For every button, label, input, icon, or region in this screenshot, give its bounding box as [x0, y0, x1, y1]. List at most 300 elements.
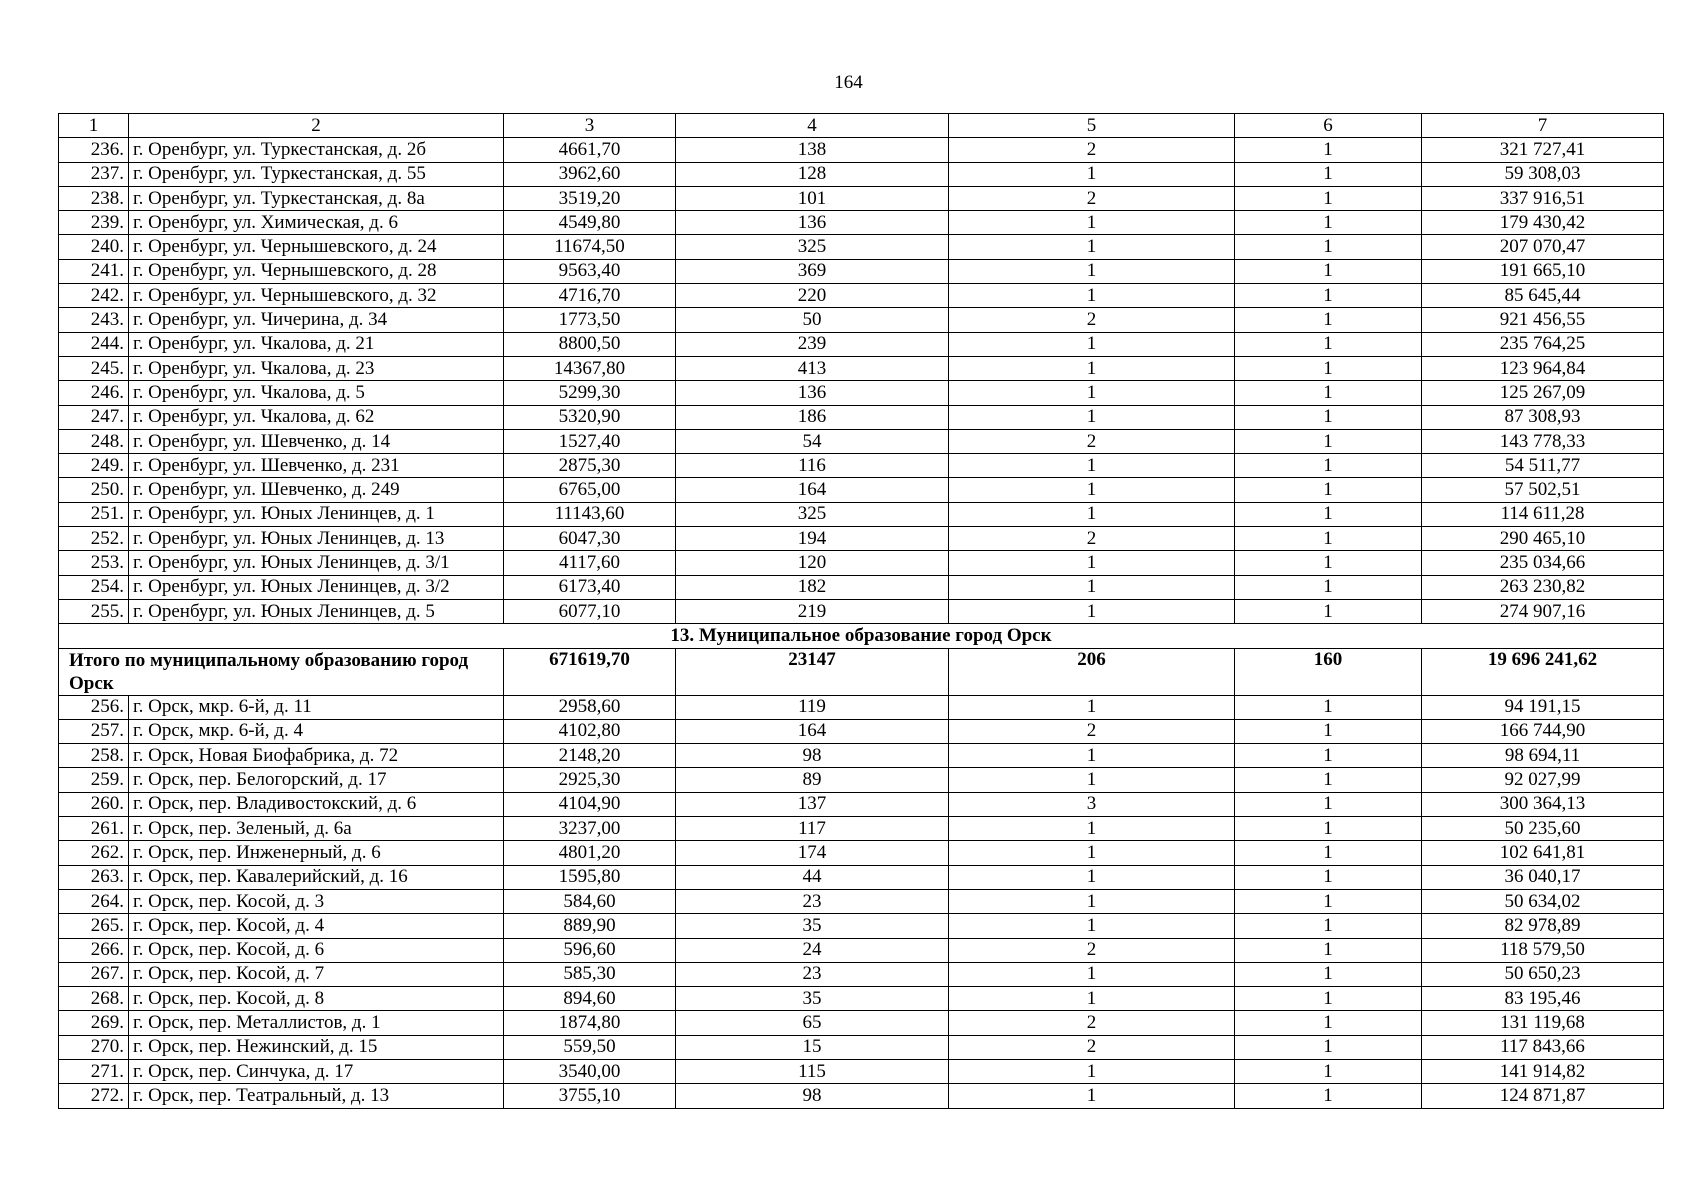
column-number: 7 — [1422, 114, 1664, 138]
table-cell: 1 — [949, 259, 1235, 283]
table-cell: 1 — [1235, 308, 1422, 332]
table-row — [59, 454, 1664, 478]
table-cell: 1 — [1235, 719, 1422, 743]
table-cell: 24 — [676, 938, 949, 962]
table-cell: 23 — [676, 889, 949, 913]
table-cell: 238. — [59, 186, 129, 210]
table-cell: 138 — [676, 138, 949, 162]
table-cell: 1 — [1235, 284, 1422, 308]
table-row — [59, 551, 1664, 575]
table-row — [59, 1059, 1664, 1083]
table-cell: 325 — [676, 235, 949, 259]
table-cell: 1 — [1235, 1084, 1422, 1108]
table-cell: 11143,60 — [504, 502, 676, 526]
table-cell: 255. — [59, 599, 129, 623]
table-cell: 50 634,02 — [1422, 889, 1664, 913]
table-cell: г. Оренбург, ул. Чичерина, д. 34 — [129, 308, 504, 332]
table-cell: 114 611,28 — [1422, 502, 1664, 526]
table-cell: 2 — [949, 186, 1235, 210]
table-cell: 1 — [949, 356, 1235, 380]
table-cell: 1773,50 — [504, 308, 676, 332]
table-cell: г. Орск, мкр. 6-й, д. 4 — [129, 719, 504, 743]
table-cell: 252. — [59, 527, 129, 551]
table-cell: 1 — [949, 768, 1235, 792]
table-cell: 118 579,50 — [1422, 938, 1664, 962]
table-row — [59, 211, 1664, 235]
total-col5: 206 — [949, 648, 1235, 695]
table-cell: 248. — [59, 429, 129, 453]
housing-register-table — [58, 113, 1664, 1109]
table-cell: 268. — [59, 987, 129, 1011]
table-cell: г. Оренбург, ул. Туркестанская, д. 2б — [129, 138, 504, 162]
table-cell: 1 — [949, 841, 1235, 865]
table-row — [59, 405, 1664, 429]
table-cell: 4104,90 — [504, 792, 676, 816]
table-cell: 2 — [949, 308, 1235, 332]
table-row — [59, 987, 1664, 1011]
table-cell: г. Оренбург, ул. Чернышевского, д. 24 — [129, 235, 504, 259]
table-cell: 236. — [59, 138, 129, 162]
total-col6: 160 — [1235, 648, 1422, 695]
table-cell: 94 191,15 — [1422, 695, 1664, 719]
table-cell: 98 — [676, 744, 949, 768]
table-cell: 35 — [676, 987, 949, 1011]
table-cell: 101 — [676, 186, 949, 210]
table-row — [59, 478, 1664, 502]
table-cell: 2958,60 — [504, 695, 676, 719]
table-cell: 1 — [949, 865, 1235, 889]
table-row — [59, 162, 1664, 186]
table-cell: 584,60 — [504, 889, 676, 913]
table-cell: 239 — [676, 332, 949, 356]
table-row — [59, 332, 1664, 356]
table-cell: 120 — [676, 551, 949, 575]
table-cell: 119 — [676, 695, 949, 719]
table-cell: 102 641,81 — [1422, 841, 1664, 865]
table-row — [59, 575, 1664, 599]
table-cell: 894,60 — [504, 987, 676, 1011]
table-cell: 1 — [949, 332, 1235, 356]
table-cell: 1 — [1235, 211, 1422, 235]
table-cell: 247. — [59, 405, 129, 429]
table-cell: 1 — [949, 914, 1235, 938]
table-row — [59, 768, 1664, 792]
column-number: 2 — [129, 114, 504, 138]
table-cell: г. Орск, пер. Кавалерийский, д. 16 — [129, 865, 504, 889]
total-label: Итого по муниципальному образованию город Орск — [59, 648, 504, 695]
table-cell: 254. — [59, 575, 129, 599]
table-cell: 1 — [949, 478, 1235, 502]
table-cell: 921 456,55 — [1422, 308, 1664, 332]
table-cell: 9563,40 — [504, 259, 676, 283]
table-cell: 244. — [59, 332, 129, 356]
table-row — [59, 817, 1664, 841]
table-cell: 59 308,03 — [1422, 162, 1664, 186]
table-cell: 321 727,41 — [1422, 138, 1664, 162]
table-cell: 1 — [1235, 1011, 1422, 1035]
table-cell: 219 — [676, 599, 949, 623]
table-cell: 1 — [949, 454, 1235, 478]
column-number-row — [59, 114, 1664, 138]
table-cell: 263. — [59, 865, 129, 889]
table-cell: 559,50 — [504, 1035, 676, 1059]
table-cell: 164 — [676, 719, 949, 743]
table-cell: 4102,80 — [504, 719, 676, 743]
table-cell: г. Оренбург, ул. Юных Ленинцев, д. 13 — [129, 527, 504, 551]
table-cell: 272. — [59, 1084, 129, 1108]
table-cell: г. Орск, пер. Инженерный, д. 6 — [129, 841, 504, 865]
table-cell: г. Орск, пер. Зеленый, д. 6а — [129, 817, 504, 841]
total-amount: 19 696 241,62 — [1422, 648, 1664, 695]
table-cell: 123 964,84 — [1422, 356, 1664, 380]
table-cell: 186 — [676, 405, 949, 429]
table-cell: 253. — [59, 551, 129, 575]
table-cell: 1 — [949, 575, 1235, 599]
table-cell: 235 764,25 — [1422, 332, 1664, 356]
table-cell: 337 916,51 — [1422, 186, 1664, 210]
table-cell: 207 070,47 — [1422, 235, 1664, 259]
table-cell: 3962,60 — [504, 162, 676, 186]
table-cell: г. Орск, пер. Косой, д. 8 — [129, 987, 504, 1011]
table-cell: 1 — [1235, 259, 1422, 283]
table-cell: 1 — [949, 284, 1235, 308]
table-cell: г. Орск, пер. Театральный, д. 13 — [129, 1084, 504, 1108]
table-cell: 1 — [1235, 599, 1422, 623]
table-cell: 1 — [949, 1059, 1235, 1083]
table-cell: 54 — [676, 429, 949, 453]
table-cell: 50 650,23 — [1422, 962, 1664, 986]
table-row — [59, 381, 1664, 405]
table-cell: 83 195,46 — [1422, 987, 1664, 1011]
table-cell: 1 — [949, 235, 1235, 259]
table-cell: г. Орск, пер. Владивостокский, д. 6 — [129, 792, 504, 816]
table-cell: 270. — [59, 1035, 129, 1059]
table-cell: 256. — [59, 695, 129, 719]
table-cell: 1 — [1235, 817, 1422, 841]
table-cell: г. Орск, пер. Косой, д. 7 — [129, 962, 504, 986]
table-cell: 174 — [676, 841, 949, 865]
table-cell: 220 — [676, 284, 949, 308]
table-cell: 1 — [1235, 865, 1422, 889]
column-number: 3 — [504, 114, 676, 138]
table-cell: 269. — [59, 1011, 129, 1035]
table-cell: 136 — [676, 211, 949, 235]
table-cell: 1 — [1235, 405, 1422, 429]
table-cell: 1 — [1235, 744, 1422, 768]
table-cell: 1 — [1235, 429, 1422, 453]
table-cell: 6173,40 — [504, 575, 676, 599]
table-cell: 1874,80 — [504, 1011, 676, 1035]
table-cell: 82 978,89 — [1422, 914, 1664, 938]
table-cell: 1 — [949, 162, 1235, 186]
table-cell: 3755,10 — [504, 1084, 676, 1108]
table-cell: 98 — [676, 1084, 949, 1108]
table-cell: 11674,50 — [504, 235, 676, 259]
table-row — [59, 1011, 1664, 1035]
table-cell: 98 694,11 — [1422, 744, 1664, 768]
table-cell: 57 502,51 — [1422, 478, 1664, 502]
table-cell: 266. — [59, 938, 129, 962]
table-cell: 179 430,42 — [1422, 211, 1664, 235]
table-row — [59, 138, 1664, 162]
table-row — [59, 1084, 1664, 1108]
table-cell: 89 — [676, 768, 949, 792]
table-cell: 4549,80 — [504, 211, 676, 235]
total-residents: 23147 — [676, 648, 949, 695]
table-cell: 265. — [59, 914, 129, 938]
table-cell: 1 — [1235, 332, 1422, 356]
table-cell: 1 — [1235, 792, 1422, 816]
table-cell: 1 — [1235, 889, 1422, 913]
table-cell: г. Орск, пер. Синчука, д. 17 — [129, 1059, 504, 1083]
table-cell: 1 — [1235, 938, 1422, 962]
table-cell: 1 — [1235, 695, 1422, 719]
table-cell: 249. — [59, 454, 129, 478]
table-cell: г. Оренбург, ул. Шевченко, д. 249 — [129, 478, 504, 502]
table-cell: 1595,80 — [504, 865, 676, 889]
table-cell: г. Оренбург, ул. Химическая, д. 6 — [129, 211, 504, 235]
table-cell: 3237,00 — [504, 817, 676, 841]
table-cell: 261. — [59, 817, 129, 841]
table-cell: г. Оренбург, ул. Чкалова, д. 23 — [129, 356, 504, 380]
table-cell: 1 — [1235, 575, 1422, 599]
table-cell: г. Оренбург, ул. Чкалова, д. 5 — [129, 381, 504, 405]
table-row — [59, 502, 1664, 526]
table-cell: г. Оренбург, ул. Чернышевского, д. 32 — [129, 284, 504, 308]
table-cell: 245. — [59, 356, 129, 380]
table-cell: 2 — [949, 527, 1235, 551]
table-cell: 246. — [59, 381, 129, 405]
table-cell: 1 — [949, 381, 1235, 405]
table-cell: 1 — [1235, 914, 1422, 938]
table-cell: 3 — [949, 792, 1235, 816]
table-cell: 36 040,17 — [1422, 865, 1664, 889]
table-cell: 262. — [59, 841, 129, 865]
table-cell: 1 — [949, 695, 1235, 719]
table-cell: 2 — [949, 138, 1235, 162]
table-cell: 141 914,82 — [1422, 1059, 1664, 1083]
table-cell: 2 — [949, 1035, 1235, 1059]
table-cell: г. Оренбург, ул. Шевченко, д. 14 — [129, 429, 504, 453]
table-cell: 235 034,66 — [1422, 551, 1664, 575]
table-row — [59, 284, 1664, 308]
table-cell: 1 — [949, 962, 1235, 986]
table-cell: 15 — [676, 1035, 949, 1059]
table-cell: 6765,00 — [504, 478, 676, 502]
table-cell: 369 — [676, 259, 949, 283]
table-cell: 263 230,82 — [1422, 575, 1664, 599]
column-number: 5 — [949, 114, 1235, 138]
table-cell: 274 907,16 — [1422, 599, 1664, 623]
section-title: 13. Муниципальное образование город Орск — [59, 624, 1664, 648]
table-cell: 1 — [949, 211, 1235, 235]
table-row — [59, 235, 1664, 259]
table-cell: 1 — [949, 551, 1235, 575]
table-cell: 1 — [1235, 962, 1422, 986]
table-cell: 115 — [676, 1059, 949, 1083]
table-cell: 1 — [1235, 527, 1422, 551]
table-cell: 325 — [676, 502, 949, 526]
table-cell: 1 — [1235, 551, 1422, 575]
table-cell: 237. — [59, 162, 129, 186]
table-cell: 1 — [949, 987, 1235, 1011]
table-row — [59, 938, 1664, 962]
table-cell: 92 027,99 — [1422, 768, 1664, 792]
table-row — [59, 308, 1664, 332]
table-cell: 137 — [676, 792, 949, 816]
table-cell: 23 — [676, 962, 949, 986]
table-cell: г. Орск, пер. Нежинский, д. 15 — [129, 1035, 504, 1059]
table-cell: 191 665,10 — [1422, 259, 1664, 283]
table-cell: г. Оренбург, ул. Юных Ленинцев, д. 5 — [129, 599, 504, 623]
table-cell: 264. — [59, 889, 129, 913]
table-cell: г. Орск, пер. Косой, д. 4 — [129, 914, 504, 938]
table-cell: 116 — [676, 454, 949, 478]
table-cell: 250. — [59, 478, 129, 502]
table-cell: 6077,10 — [504, 599, 676, 623]
table-cell: 1 — [1235, 162, 1422, 186]
table-cell: г. Оренбург, ул. Юных Ленинцев, д. 1 — [129, 502, 504, 526]
table-cell: 240. — [59, 235, 129, 259]
table-row — [59, 527, 1664, 551]
table-cell: 1 — [949, 817, 1235, 841]
table-cell: 1 — [1235, 454, 1422, 478]
table-cell: 241. — [59, 259, 129, 283]
table-cell: г. Орск, пер. Белогорский, д. 17 — [129, 768, 504, 792]
table-cell: 117 843,66 — [1422, 1035, 1664, 1059]
table-row — [59, 1035, 1664, 1059]
table-cell: 2148,20 — [504, 744, 676, 768]
table-cell: 125 267,09 — [1422, 381, 1664, 405]
table-cell: 1 — [949, 599, 1235, 623]
table-cell: г. Оренбург, ул. Туркестанская, д. 55 — [129, 162, 504, 186]
table-cell: 128 — [676, 162, 949, 186]
table-cell: 2875,30 — [504, 454, 676, 478]
table-row — [59, 841, 1664, 865]
table-cell: 44 — [676, 865, 949, 889]
table-cell: 1 — [1235, 138, 1422, 162]
table-row — [59, 599, 1664, 623]
table-cell: 124 871,87 — [1422, 1084, 1664, 1108]
table-cell: 1 — [1235, 356, 1422, 380]
table-cell: 117 — [676, 817, 949, 841]
table-cell: 300 364,13 — [1422, 792, 1664, 816]
table-cell: 290 465,10 — [1422, 527, 1664, 551]
page-number: 164 — [834, 72, 863, 93]
table-cell: г. Орск, пер. Металлистов, д. 1 — [129, 1011, 504, 1035]
table-cell: 50 235,60 — [1422, 817, 1664, 841]
table-cell: 413 — [676, 356, 949, 380]
table-cell: 260. — [59, 792, 129, 816]
table-cell: 87 308,93 — [1422, 405, 1664, 429]
table-cell: 596,60 — [504, 938, 676, 962]
table-cell: 585,30 — [504, 962, 676, 986]
table-cell: 2 — [949, 938, 1235, 962]
table-cell: 1 — [1235, 1035, 1422, 1059]
table-cell: 239. — [59, 211, 129, 235]
table-cell: 4117,60 — [504, 551, 676, 575]
table-row — [59, 719, 1664, 743]
table-cell: г. Оренбург, ул. Туркестанская, д. 8а — [129, 186, 504, 210]
table-cell: 4661,70 — [504, 138, 676, 162]
table-cell: 259. — [59, 768, 129, 792]
table-cell: 164 — [676, 478, 949, 502]
table-cell: 1 — [949, 889, 1235, 913]
table-row — [59, 429, 1664, 453]
table-cell: 1 — [949, 502, 1235, 526]
table-cell: 251. — [59, 502, 129, 526]
table-cell: 1 — [1235, 235, 1422, 259]
table-cell: 166 744,90 — [1422, 719, 1664, 743]
table-cell: г. Оренбург, ул. Шевченко, д. 231 — [129, 454, 504, 478]
column-number: 6 — [1235, 114, 1422, 138]
table-row — [59, 889, 1664, 913]
table-cell: 271. — [59, 1059, 129, 1083]
table-cell: 182 — [676, 575, 949, 599]
table-cell: 1 — [1235, 1059, 1422, 1083]
table-cell: 194 — [676, 527, 949, 551]
table-cell: 267. — [59, 962, 129, 986]
table-cell: 1 — [1235, 381, 1422, 405]
table-cell: 889,90 — [504, 914, 676, 938]
table-cell: 143 778,33 — [1422, 429, 1664, 453]
table-cell: 14367,80 — [504, 356, 676, 380]
table-cell: 6047,30 — [504, 527, 676, 551]
table-cell: г. Оренбург, ул. Чернышевского, д. 28 — [129, 259, 504, 283]
table-cell: 1 — [949, 1084, 1235, 1108]
table-cell: 1 — [1235, 478, 1422, 502]
column-number: 4 — [676, 114, 949, 138]
table-cell: 1 — [1235, 768, 1422, 792]
table-cell: г. Орск, мкр. 6-й, д. 11 — [129, 695, 504, 719]
table-cell: г. Оренбург, ул. Чкалова, д. 21 — [129, 332, 504, 356]
table-row — [59, 865, 1664, 889]
table-cell: 2 — [949, 719, 1235, 743]
table-cell: г. Оренбург, ул. Юных Ленинцев, д. 3/1 — [129, 551, 504, 575]
table-cell: 1 — [949, 405, 1235, 429]
column-number: 1 — [59, 114, 129, 138]
table-cell: 136 — [676, 381, 949, 405]
table-cell: 1 — [1235, 987, 1422, 1011]
table-row — [59, 792, 1664, 816]
total-row — [59, 648, 1664, 695]
table-cell: 5299,30 — [504, 381, 676, 405]
table-cell: г. Оренбург, ул. Юных Ленинцев, д. 3/2 — [129, 575, 504, 599]
table-cell: 1 — [1235, 841, 1422, 865]
table-cell: 2 — [949, 1011, 1235, 1035]
table-cell: г. Орск, пер. Косой, д. 3 — [129, 889, 504, 913]
table-row — [59, 744, 1664, 768]
table-cell: г. Оренбург, ул. Чкалова, д. 62 — [129, 405, 504, 429]
table-cell: 242. — [59, 284, 129, 308]
table-cell: 50 — [676, 308, 949, 332]
section-title-row — [59, 624, 1664, 648]
table-cell: г. Орск, пер. Косой, д. 6 — [129, 938, 504, 962]
table-cell: 8800,50 — [504, 332, 676, 356]
table-cell: 35 — [676, 914, 949, 938]
total-area: 671619,70 — [504, 648, 676, 695]
table-cell: 257. — [59, 719, 129, 743]
table-cell: 243. — [59, 308, 129, 332]
table-row — [59, 914, 1664, 938]
table-cell: 2 — [949, 429, 1235, 453]
table-cell: 65 — [676, 1011, 949, 1035]
table-row — [59, 186, 1664, 210]
table-row — [59, 695, 1664, 719]
table-cell: 1 — [1235, 186, 1422, 210]
table-cell: 4801,20 — [504, 841, 676, 865]
table-cell: г. Орск, Новая Биофабрика, д. 72 — [129, 744, 504, 768]
